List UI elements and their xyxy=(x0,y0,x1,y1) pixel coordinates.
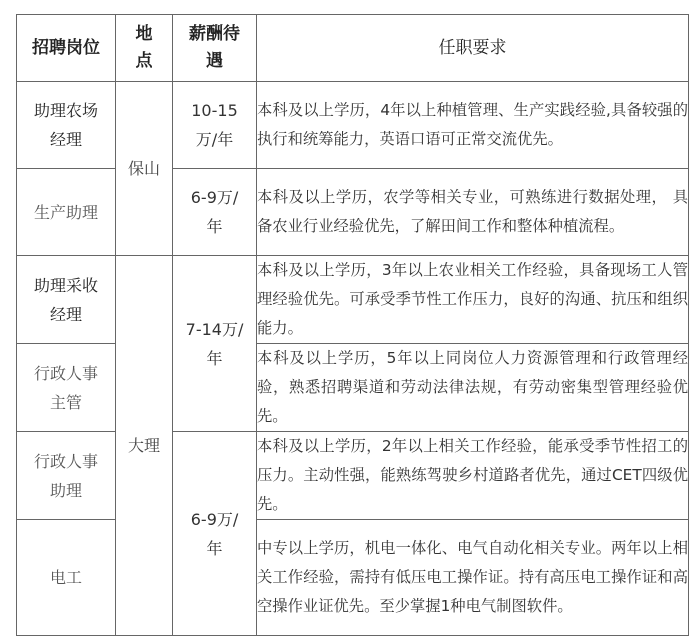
location-cell: 大理 xyxy=(116,256,173,636)
requirements-cell: 本科及以上学历，5年以上同岗位人力资源管理和行政管理经验，熟悉招聘渠道和劳动法律法规，有劳动密集型管理经验优先。 xyxy=(257,344,689,432)
position-cell: 生产助理 xyxy=(17,169,116,256)
requirements-cell: 本科及以上学历，4年以上种植管理、生产实践经验,具备较强的执行和统筹能力，英语口语可正常交流优先。 xyxy=(257,82,689,169)
requirements-cell: 本科及以上学历，农学等相关专业，可熟练进行数据处理， 具备农业行业经验优先，了解田间工作和整体种植流程。 xyxy=(257,169,689,256)
header-row xyxy=(17,15,689,82)
header-position: 招聘岗位 xyxy=(17,15,116,82)
table-row xyxy=(17,256,689,344)
table-row xyxy=(17,82,689,169)
position-cell: 电工 xyxy=(17,520,116,636)
position-cell: 行政人事主管 xyxy=(17,344,116,432)
salary-cell: 7-14万/年 xyxy=(173,256,257,432)
recruitment-table xyxy=(16,14,689,636)
location-cell: 保山 xyxy=(116,82,173,256)
requirements-cell: 本科及以上学历，2年以上相关工作经验，能承受季节性招工的压力。主动性强，能熟练驾驶乡村道路者优先，通过CET四级优先。 xyxy=(257,432,689,520)
header-salary: 薪酬待遇 xyxy=(173,15,257,82)
position-cell: 助理农场经理 xyxy=(17,82,116,169)
header-requirements: 任职要求 xyxy=(257,15,689,82)
header-location: 地点 xyxy=(116,15,173,82)
position-cell: 助理采收经理 xyxy=(17,256,116,344)
salary-cell: 6-9万/年 xyxy=(173,432,257,636)
salary-cell: 6-9万/年 xyxy=(173,169,257,256)
salary-cell: 10-15万/年 xyxy=(173,82,257,169)
requirements-cell: 中专以上学历，机电一体化、电气自动化相关专业。两年以上相关工作经验，需持有低压电工操作证。持有高压电工操作证和高空操作业证优先。至少掌握1种电气制图软件。 xyxy=(257,520,689,636)
requirements-cell: 本科及以上学历，3年以上农业相关工作经验，具备现场工人管理经验优先。可承受季节性工作压力，良好的沟通、抗压和组织能力。 xyxy=(257,256,689,344)
position-cell: 行政人事助理 xyxy=(17,432,116,520)
